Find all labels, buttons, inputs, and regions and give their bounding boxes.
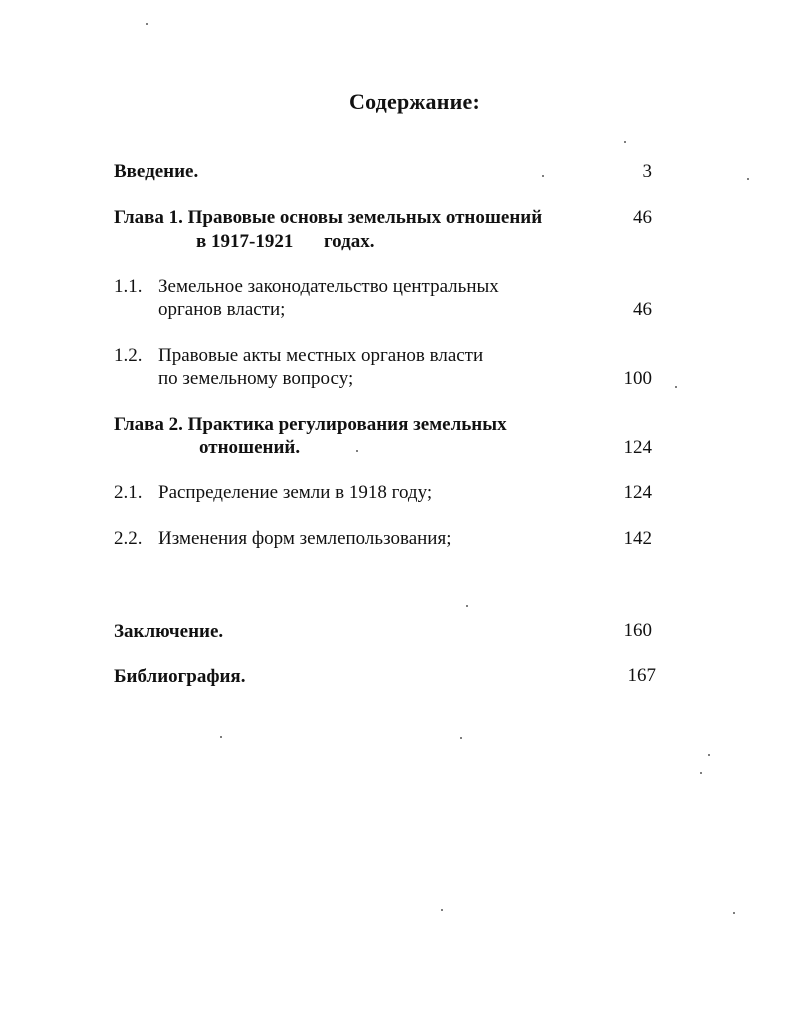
toc-intro-page: 3 [642, 161, 652, 182]
toc-s12-number: 1.2. [114, 345, 143, 366]
toc-s21-label: Распределение земли в 1918 году; [158, 482, 433, 503]
toc-s22-number: 2.2. [114, 528, 143, 549]
scan-speck [466, 605, 468, 607]
scan-speck [708, 754, 710, 756]
toc-chapter1-line1: Глава 1. Правовые основы земельных отношений [114, 207, 543, 228]
toc-s21-page: 124 [623, 482, 652, 503]
toc-s11-number: 1.1. [114, 276, 143, 297]
toc-bibliography-label: Библиография. [114, 666, 246, 687]
toc-s11-page: 46 [633, 299, 652, 320]
toc-chapter1-line2a: в 1917-1921 [196, 231, 294, 252]
toc-s12-page: 100 [623, 368, 652, 389]
toc-chapter1-line2b: годах. [324, 231, 375, 252]
scan-speck [700, 772, 702, 774]
scan-speck [624, 141, 626, 143]
toc-s12-line1: Правовые акты местных органов власти [158, 345, 484, 366]
toc-conclusion-label: Заключение. [114, 621, 224, 642]
scan-speck [747, 178, 749, 180]
toc-chapter1-page: 46 [633, 207, 652, 228]
toc-s12-line2: по земельному вопросу; [158, 368, 354, 389]
scan-speck [460, 737, 462, 739]
toc-chapter2-line2: отношений. [199, 437, 301, 458]
scan-speck [733, 912, 735, 914]
toc-conclusion-page: 160 [623, 620, 652, 641]
toc-s11-line1: Земельное законодательство центральных [158, 276, 499, 297]
scan-speck [146, 23, 148, 25]
scan-speck [675, 386, 677, 388]
scan-speck [220, 736, 222, 738]
toc-bibliography-page: 167 [627, 665, 656, 686]
toc-s22-page: 142 [623, 528, 652, 549]
toc-s11-line2: органов власти; [158, 299, 286, 320]
toc-chapter2-page: 124 [623, 437, 652, 458]
toc-s21-number: 2.1. [114, 482, 143, 503]
toc-intro-label: Введение. [114, 161, 199, 182]
page-title: Содержание: [349, 89, 480, 114]
toc-chapter2-line1: Глава 2. Практика регулирования земельных [114, 414, 507, 435]
toc-s22-label: Изменения форм землепользования; [158, 528, 452, 549]
scan-speck [356, 450, 358, 452]
scan-speck [441, 909, 443, 911]
scan-speck [542, 175, 544, 177]
